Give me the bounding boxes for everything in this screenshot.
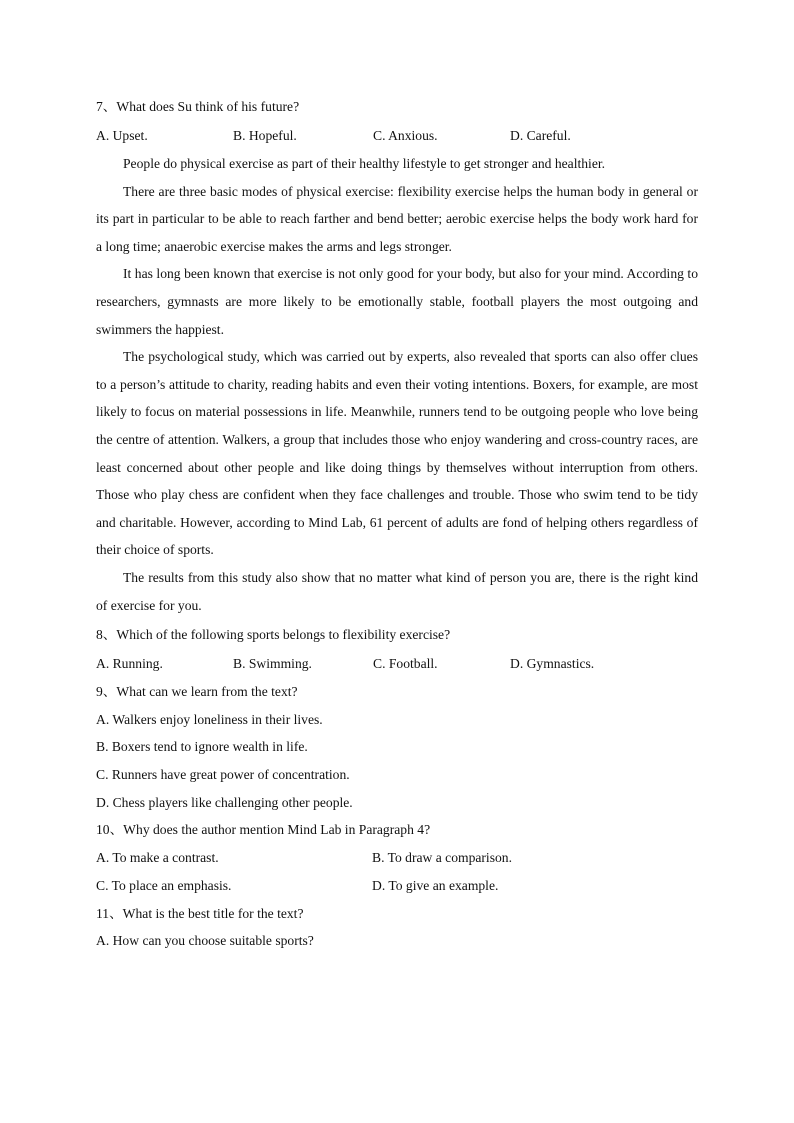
exam-page <box>96 93 698 955</box>
option-b: B. Boxers tend to ignore wealth in life. <box>96 739 308 755</box>
question-11 <box>96 900 698 956</box>
option-c: C. To place an emphasis. <box>96 877 232 893</box>
option-b: B. To draw a comparison. <box>372 849 512 865</box>
reading-passage <box>96 150 698 619</box>
question-stem: 11、What is the best title for the text? <box>96 905 304 921</box>
question-9 <box>96 678 698 816</box>
question-options-row-1 <box>96 844 698 872</box>
option-a: A. Running. <box>96 655 163 671</box>
passage-paragraph-5: The results from this study also show that no matter what kind of person you are, there is the right kind of exercise for you. <box>96 570 698 613</box>
passage-paragraph-3: It has long been known that exercise is not only good for your body, but also for your mind. According to researchers, gymnasts are more likely to be emotionally stable, football players the most outgoing and swimmers the happiest. <box>96 266 698 337</box>
option-d: D. Careful. <box>510 127 571 143</box>
option-c: C. Football. <box>373 655 438 671</box>
question-stem: 10、Why does the author mention Mind Lab in Paragraph 4? <box>96 822 431 838</box>
option-b: B. Hopeful. <box>233 127 297 143</box>
option-a: A. Upset. <box>96 127 148 143</box>
question-stem: 9、What can we learn from the text? <box>96 684 298 700</box>
option-d: D. Gymnastics. <box>510 655 595 671</box>
option-a: A. Walkers enjoy loneliness in their lives. <box>96 711 323 727</box>
question-options-row-2 <box>96 872 698 900</box>
passage-paragraph-2: There are three basic modes of physical exercise: flexibility exercise helps the human body in general or its part in particular to be able to reach farther and bend better; aerobic exercise helps the body work hard for a long time; anaerobic exercise makes the arms and legs stronger. <box>96 183 698 254</box>
question-10 <box>96 816 698 900</box>
question-8 <box>96 621 698 678</box>
question-7 <box>96 93 698 150</box>
question-options <box>96 649 698 679</box>
option-c: C. Runners have great power of concentration. <box>96 767 350 783</box>
passage-paragraph-1: People do physical exercise as part of their healthy lifestyle to get stronger and healthier. <box>123 156 606 172</box>
question-options <box>96 121 698 151</box>
option-a: A. How can you choose suitable sports? <box>96 933 314 949</box>
option-d: D. To give an example. <box>372 877 499 893</box>
option-d: D. Chess players like challenging other people. <box>96 794 353 810</box>
question-options <box>96 927 698 955</box>
option-b: B. Swimming. <box>233 655 312 671</box>
question-stem: 7、What does Su think of his future? <box>96 99 300 114</box>
option-a: A. To make a contrast. <box>96 849 219 865</box>
question-stem: 8、Which of the following sports belongs to flexibility exercise? <box>96 627 451 643</box>
option-c: C. Anxious. <box>373 127 438 143</box>
passage-paragraph-4: The psychological study, which was carried out by experts, also revealed that sports can also offer clues to a person’s attitude to charity, reading habits and even their voting intentions. Boxers, for example, are most likely to focus on material possessions in life. Meanwhile, runners tend to be outgoing people who love being the centre of attention. Walkers, a group that includes those who enjoy wandering and cross-country races, are least concerned about other people and like doing things by themselves without interruption from others. Those who play chess are confident when they face challenges and trouble. Those who swim tend to be tidy and charitable. However, according to Mind Lab, 61 percent of adults are fond of helping others regardless of their choice of sports. <box>96 349 698 558</box>
